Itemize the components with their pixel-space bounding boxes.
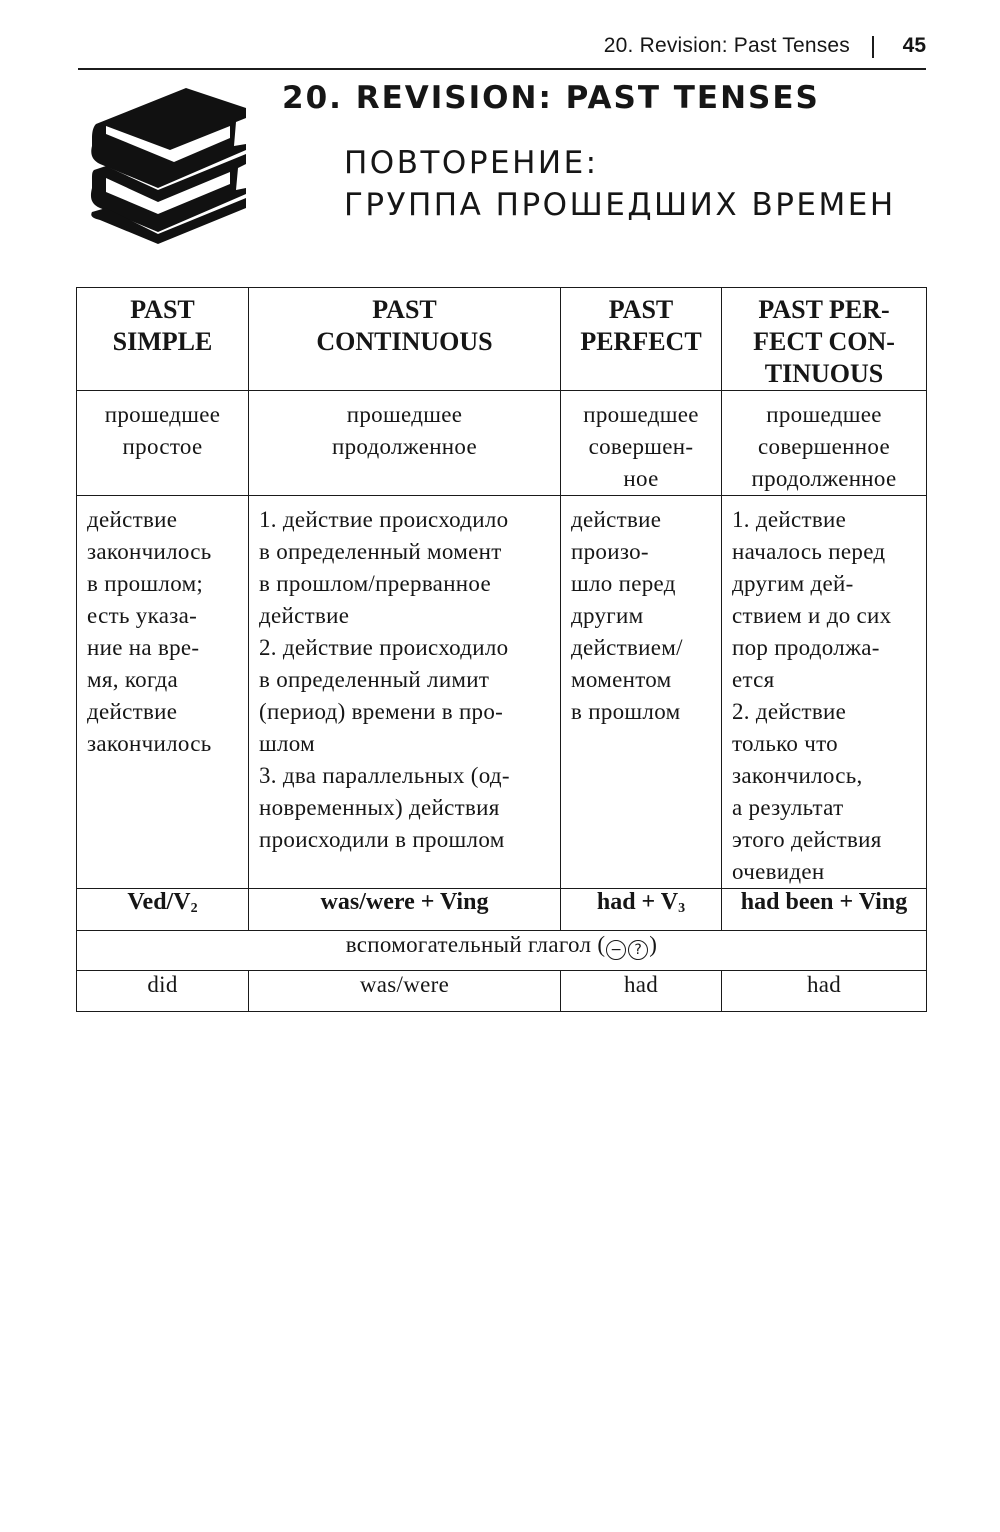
running-head-separator [872, 36, 874, 58]
running-head-title: 20. Revision: Past Tenses [603, 34, 850, 57]
header-past-perfect-continuous: PAST PER- FECT CON- TINUOUS [722, 288, 927, 391]
formula-cell: was/were + Ving [249, 889, 561, 931]
auxiliary-verb-row [77, 971, 927, 1012]
usage-row [77, 496, 927, 889]
aux-cell: had [561, 971, 722, 1012]
formula-cell: had been + Ving [722, 889, 927, 931]
negative-sign-icon: − [606, 940, 626, 960]
past-tenses-table [76, 287, 927, 1012]
question-mark-icon: ? [628, 940, 648, 960]
section-heading: 20. REVISION: PAST TENSES [282, 80, 820, 116]
usage-cell: действие произо- шло перед другим действием/ моментом в прошлом [561, 496, 722, 889]
subheading-line: ПОВТОРЕНИЕ: [344, 145, 599, 181]
formula-cell: had + $V_3$ [561, 889, 722, 931]
tense-header-row [77, 288, 927, 391]
usage-cell: 1. действие началось перед другим дей- ствием и до сих пор продолжа- ется 2. действие только что закончилось, а результат этого действия очевиден [722, 496, 927, 889]
page-number: 45 [902, 34, 926, 57]
running-head [78, 30, 926, 70]
usage-cell: действие закончилось в прошлом; есть указа- ние на вре- мя, когда действие закончилось [77, 496, 249, 889]
formula-row [77, 889, 927, 931]
formula-cell: Ved/$V_2$ [77, 889, 249, 931]
section-subheading [344, 142, 896, 226]
ru-name-cell: прошедшее совершенное продолженное [722, 391, 927, 496]
russian-name-row [77, 391, 927, 496]
auxiliary-verb-label-row [77, 931, 927, 971]
header-past-continuous: PAST CONTINUOUS [249, 288, 561, 391]
ru-name-cell: прошедшее простое [77, 391, 249, 496]
aux-cell: was/were [249, 971, 561, 1012]
auxiliary-verb-label: вспомогательный глагол ( − ? ) [77, 931, 927, 971]
ru-name-cell: прошедшее продолженное [249, 391, 561, 496]
header-past-simple: PAST SIMPLE [77, 288, 249, 391]
aux-cell: had [722, 971, 927, 1012]
header-past-perfect: PAST PERFECT [561, 288, 722, 391]
usage-cell: 1. действие происходило в определенный момент в прошлом/прерванное действие 2. действие происходило в определенный лимит (период) времени в про- шлом 3. два параллельных (од- новременных) действия происходили в прошлом [249, 496, 561, 889]
subheading-line: ГРУППА ПРОШЕДШИХ ВРЕМЕН [344, 187, 896, 223]
books-stack-icon [86, 84, 252, 244]
aux-cell: did [77, 971, 249, 1012]
ru-name-cell: прошедшее совершен- ное [561, 391, 722, 496]
